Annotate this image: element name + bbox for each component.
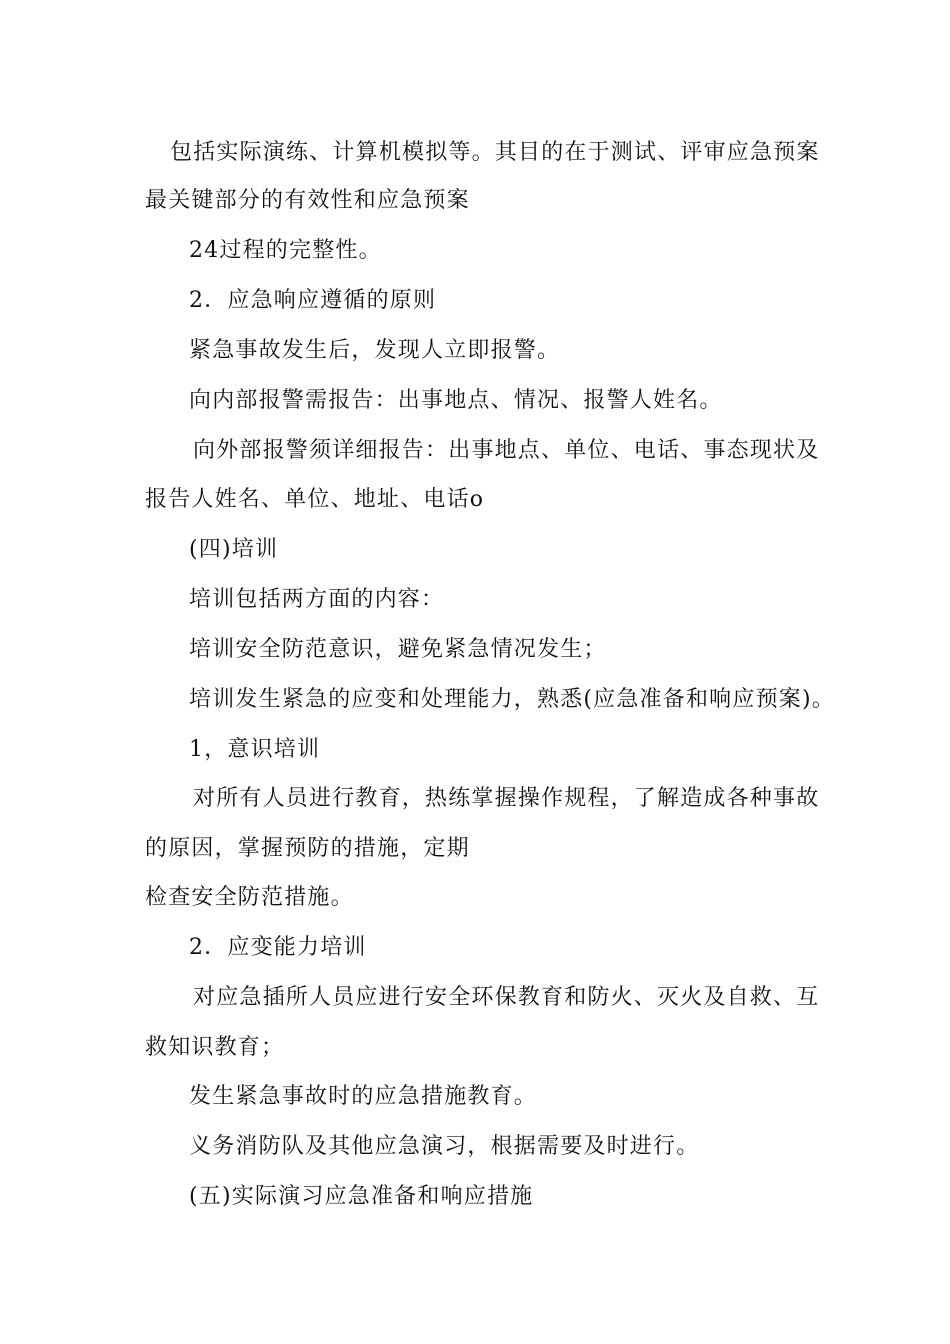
paragraph-line: 检查安全防范措施。: [145, 885, 354, 910]
section-heading: 2．应变能力培训: [189, 935, 367, 960]
paragraph-line: 向外部报警须详细报告：出事地点、单位、电话、事态现状及: [193, 438, 820, 463]
paragraph-line: 发生紧急事故时的应急措施教育。: [189, 1084, 538, 1109]
paragraph-line: 对所有人员进行教育，热练掌握操作规程，了解造成各种事故: [193, 786, 820, 811]
section-heading: (四)培训: [189, 537, 279, 562]
paragraph-line: 紧急事故发生后，发现人立即报警。: [189, 338, 561, 363]
paragraph-line: 救知识教育；: [145, 1035, 285, 1060]
paragraph-line: 报告人姓名、单位、地址、电话o: [145, 487, 485, 512]
paragraph-line: 培训发生紧急的应变和处理能力，熟悉(应急准备和响应预案)。: [189, 687, 835, 712]
paragraph-line: 培训包括两方面的内容：: [189, 587, 445, 612]
section-heading: 1，意识培训: [189, 737, 321, 762]
paragraph-line: 培训安全防范意识，避免紧急情况发生；: [189, 637, 607, 662]
paragraph-line: 的原因，掌握预防的措施，定期: [145, 836, 470, 861]
paragraph-line: 最关键部分的有效性和应急预案: [145, 188, 470, 213]
paragraph-line: 义务消防队及其他应急演习，根据需要及时进行。: [189, 1134, 700, 1159]
paragraph-line: 向内部报警需报告：出事地点、情况、报警人姓名。: [189, 388, 723, 413]
section-heading: (五)实际演习应急准备和响应措施: [189, 1184, 534, 1209]
paragraph-line: 对应急插所人员应进行安全环保教育和防火、灭火及自救、互: [193, 985, 820, 1010]
section-heading: 2．应急响应遵循的原则: [189, 288, 437, 313]
paragraph-line: 包括实际演练、计算机模拟等。其目的在于测试、评审应急预案: [170, 140, 820, 165]
paragraph-line: 24过程的完整性。: [189, 238, 382, 263]
